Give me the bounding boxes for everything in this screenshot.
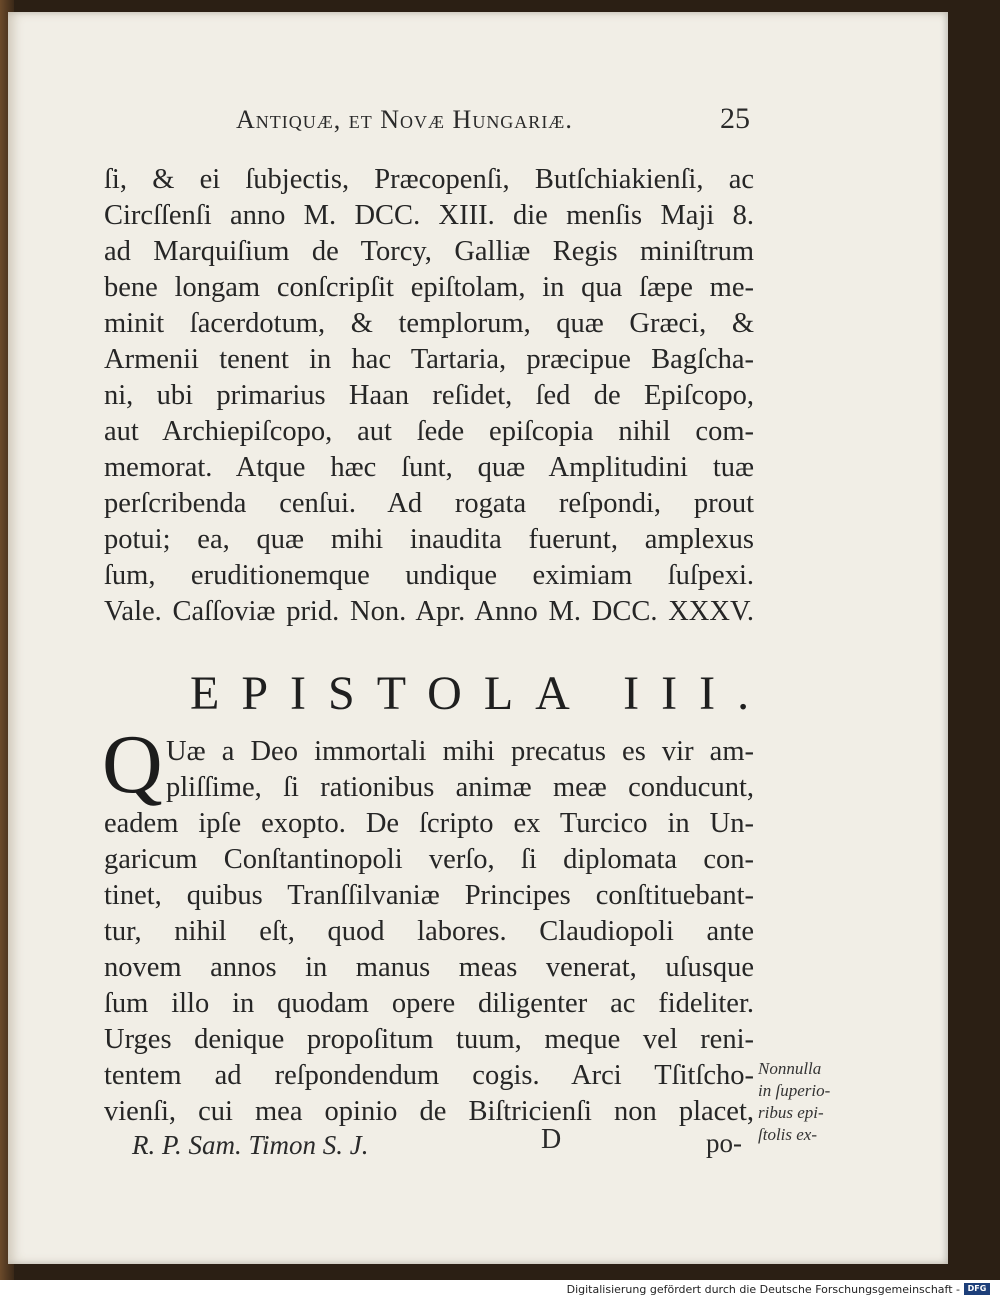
text-block-lower bbox=[104, 734, 754, 1130]
catchword: po- bbox=[706, 1128, 742, 1158]
text-line: Uæ a Deo immortali mihi precatus es vir am- bbox=[166, 736, 754, 767]
text-line: Urges denique propoſitum tuum, meque vel reni- bbox=[104, 1024, 754, 1055]
text-line: ſum, eruditionemque undique eximiam ſuſpexi. bbox=[104, 560, 754, 591]
text-line: aut Archiepiſcopo, aut ſede epiſcopia nihil com- bbox=[104, 416, 754, 447]
page-number: 25 bbox=[720, 102, 750, 135]
text-line: minit ſacerdotum, & templorum, quæ Græci, & bbox=[104, 308, 754, 339]
text-line: garicum Conſtantinopoli verſo, ſi diplomata con- bbox=[104, 844, 754, 875]
printer-signature-mark: D bbox=[541, 1124, 562, 1155]
funding-credit: Digitalisierung gefördert durch die Deutsche Forschungsgemeinschaft - bbox=[566, 1283, 960, 1296]
margin-note-line: ſtolis ex- bbox=[758, 1125, 818, 1144]
text-line: tinet, quibus Tranſſilvaniæ Principes conſtituebant- bbox=[104, 880, 754, 911]
drop-cap: Q bbox=[102, 718, 163, 811]
margin-note-line: in ſuperio- bbox=[758, 1081, 831, 1100]
signature-line: R. P. Sam. Timon S. J. bbox=[132, 1130, 369, 1160]
text-line: ſi, & ei ſubjectis, Præcopenſi, Butſchiakienſi, ac bbox=[104, 164, 754, 195]
margin-note-line: Nonnulla bbox=[758, 1059, 822, 1078]
text-line: ſum illo in quodam opere diligenter ac fideliter. bbox=[104, 988, 754, 1019]
margin-note-line: ribus epi- bbox=[758, 1103, 824, 1122]
text-line: Armenii tenent in hac Tartaria, præcipue Bagſcha- bbox=[104, 344, 754, 375]
text-line: bene longam conſcripſit epiſtolam, in qua ſæpe me- bbox=[104, 272, 754, 303]
text-line: Vale. Caſſoviæ prid. Non. Apr. Anno M. DCC. XXXV. bbox=[104, 596, 754, 627]
text-line: potui; ea, quæ mihi inaudita fuerunt, amplexus bbox=[104, 524, 754, 555]
text-line: novem annos in manus meas venerat, uſusque bbox=[104, 952, 754, 983]
text-line: tur, nihil eſt, quod labores. Claudiopoli ante bbox=[104, 916, 754, 947]
text-line: pliſſime, ſi rationibus animæ meæ conducunt, bbox=[166, 772, 754, 803]
text-line: ad Marquiſium de Torcy, Galliæ Regis miniſtrum bbox=[104, 236, 754, 267]
text-line: eadem ipſe exopto. De ſcripto ex Turcico in Un- bbox=[104, 808, 754, 839]
running-head: Antiquæ, et Novæ Hungariæ. bbox=[236, 105, 573, 134]
text-line: vienſi, cui mea opinio de Biſtricienſi non placet, bbox=[104, 1096, 754, 1127]
text-line: Circſſenſi anno M. DCC. XIII. die menſis Maji 8. bbox=[104, 200, 754, 231]
text-line: ni, ubi primarius Haan reſidet, ſed de Epiſcopo, bbox=[104, 380, 754, 411]
text-block-upper bbox=[104, 162, 754, 630]
text-line: tentem ad reſpondendum cogis. Arci Tſitſcho- bbox=[104, 1060, 754, 1091]
text-line: memorat. Atque hæc ſunt, quæ Amplitudini tuæ bbox=[104, 452, 754, 483]
letter-heading: EPISTOLA III. bbox=[190, 667, 772, 720]
dfg-logo: DFG bbox=[964, 1283, 990, 1295]
margin-note bbox=[758, 1058, 840, 1146]
text-line: perſcribenda cenſui. Ad rogata reſpondi, prout bbox=[104, 488, 754, 519]
